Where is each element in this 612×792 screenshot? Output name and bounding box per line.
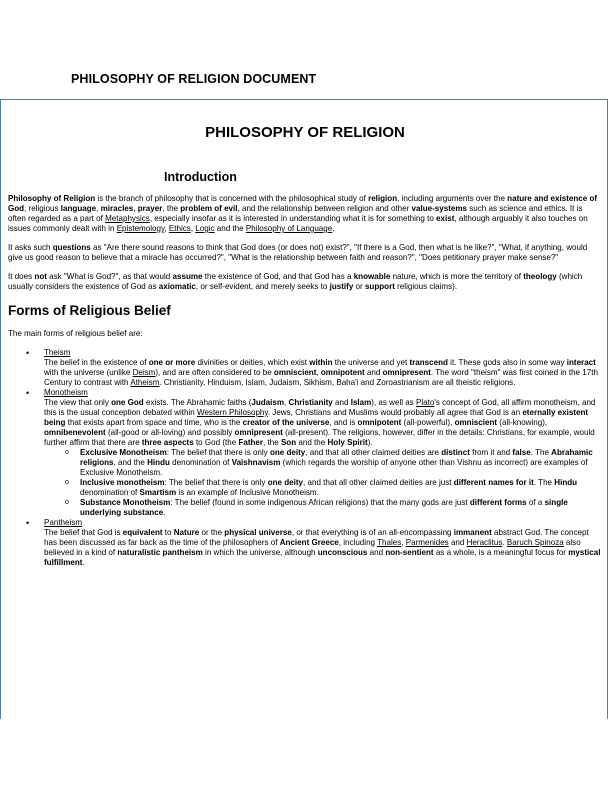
epistemology-link[interactable]: Epistemology — [116, 224, 165, 233]
pantheism-description: The belief that God is equivalent to Nature or the physical universe, or that everything is of an all-encompassing immanent abstract God. The concept has been discussed as far back as the time of the philosophers of Ancient Greece, including Thales, Parmenides and Heraclitus. Baruch Spinoza also believed in a kind of naturalistic pantheism in which the universe, although unconscious and non-sentient as a whole, is a meaningful focus for mystical fulfillment. — [44, 528, 601, 567]
theism-description: The belief in the existence of one or more divinities or deities, which exist within the universe and yet transcend it. These gods also in some way interact with the universe (unlike Deism), and are often considered to be omniscient, omnipotent and omnipresent. The word "theism" was first coined in the 17th Century to contrast with Atheism. Christianity, Hinduism, Islam, Judaism, Sikhism, Baha'i and Zoroastrianism are all theistic religions. — [44, 358, 598, 387]
intro-paragraph-1: Philosophy of Religion is the branch of philosophy that is concerned with the philosophical study of religion, including arguments over the nature and existence of God, religious language, miracles, prayer, the problem of evil, and the relationship between religion and other value-systems such as science and ethics. It is often regarded as a part of Metaphysics, especially insofar as it is interested in understanding what it is for something to exist, although arguably it also touches on issues commonly dealt with in Epistemology, Ethics, Logic and the Philosophy of Language. — [8, 194, 598, 233]
heraclitus-link[interactable]: Heraclitus — [466, 538, 503, 547]
ethics-link[interactable]: Ethics — [168, 224, 191, 233]
atheism-link[interactable]: Atheism — [130, 378, 160, 387]
pantheism-link[interactable]: • Pantheism — [44, 518, 83, 527]
subtype-substance-monotheism: o Substance Monotheism: The belief (found in some indigenous African religions) that the many gods are just different forms of a single underlying substance. — [80, 498, 602, 518]
monotheism-link[interactable]: • Monotheism — [44, 388, 88, 397]
intro-paragraph-3: It does not ask "What is God?", as that would assume the existence of God, and that God has a knowable nature, which is more the territory of theology (which usually considers the existence of God as axiomatic, or self-evident, and merely seeks to justify or support religious claims). — [8, 272, 583, 291]
intro-paragraph-2: It asks such questions as "Are there sound reasons to think that God does (or does not) exist?", "If there is a God, then what is he like?", "What, if anything, would give us good reason to believe that a miracle has occurred?", "What is the relationship between faith and reason?", "Does petitionary prayer make sense?" — [8, 243, 588, 262]
parmenides-link[interactable]: Parmenides — [405, 538, 449, 547]
list-item-monotheism — [44, 388, 602, 518]
plato-link[interactable]: Plato — [416, 398, 435, 407]
subtype-inclusive-monotheism: o Inclusive monotheism: The belief that there is only one deity, and that all other claimed deities are just different names for it. The Hindu denomination of Smartism is an example of Inclusive Monotheism. — [80, 478, 602, 498]
deism-link[interactable]: Deism — [132, 368, 156, 377]
monotheism-subtypes — [44, 448, 602, 518]
theism-link[interactable]: • Theism — [44, 348, 71, 357]
metaphysics-link[interactable]: Metaphysics — [105, 214, 150, 223]
philosophy-of-language-link[interactable]: Philosophy of Language — [245, 224, 333, 233]
monotheism-description: The view that only one God exists. The Abrahamic faiths (Judaism, Christianity and Islam), as well as Plato's concept of God, all affirm monotheism, and this is the usual conception debated within Western Philosophy. Jews, Christians and Muslims would probably all agree that God is an eternally existent being that exists apart from space and time, who is the creator of the universe, and is omnipotent (all-powerful), omniscient (all-knowing), omnibenevolent (all-good or all-loving) and possibly omnipresent (all-present). The religions, however, differ in the details: Christians, for example, would further affirm that there are three aspects to God (the Father, the Son and the Holy Spirit). — [44, 398, 596, 447]
document-header-title: PHILOSOPHY OF RELIGION DOCUMENT — [71, 72, 317, 86]
logic-link[interactable]: Logic — [195, 224, 215, 233]
baruch-spinoza-link[interactable]: Baruch Spinoza — [506, 538, 564, 547]
page-title: PHILOSOPHY OF RELIGION — [205, 124, 405, 141]
document-body — [8, 124, 602, 568]
forms-heading: Forms of Religious Belief — [8, 303, 171, 318]
subtype-exclusive-monotheism: o Exclusive Monotheism: The belief that there is only one deity, and that all other claimed deities are distinct from it and false. The Abrahamic religions, and the Hindu denomination of Vaishnavism (which regards the worship of anyone other than Vishnu as incorrect) are examples of Exclusive Monotheism. — [80, 448, 602, 478]
introduction-heading: Introduction — [164, 170, 237, 184]
thales-link[interactable]: Thales — [377, 538, 402, 547]
list-item-pantheism — [44, 518, 602, 568]
belief-list — [8, 348, 602, 568]
western-philosophy-link[interactable]: Western Philosophy — [197, 408, 268, 417]
list-item-theism — [44, 348, 602, 388]
forms-intro: The main forms of religious belief are: — [8, 329, 143, 338]
